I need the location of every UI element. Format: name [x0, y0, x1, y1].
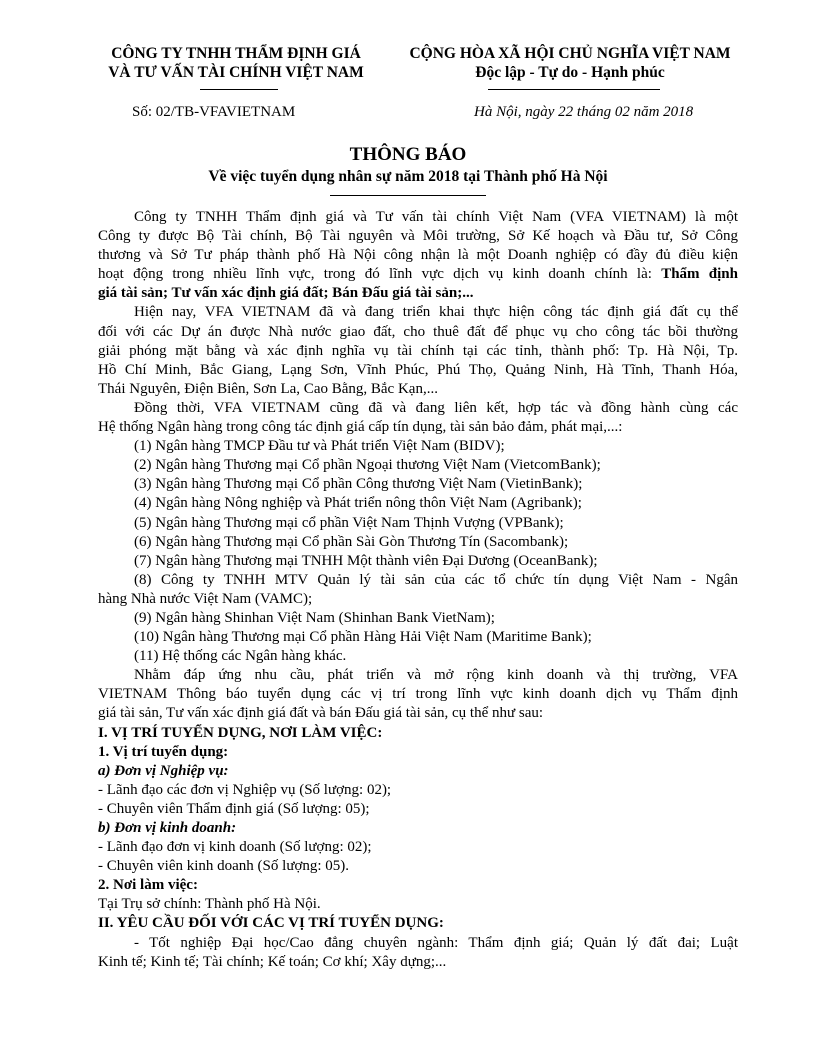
announcement-line: giá tài sản, Tư vấn xác định giá đất và bán Đấu giá tài sản, cụ thể như sau:	[98, 705, 544, 722]
position-item: - Chuyên viên Thẩm định giá (Số lượng: 05);	[98, 800, 370, 817]
section-1-subheading-workplace: 2. Nơi làm việc:	[98, 877, 198, 894]
company-name-line1: CÔNG TY TNHH THẨM ĐỊNH GIÁ	[111, 45, 361, 62]
intro-line	[98, 265, 738, 284]
position-item: - Chuyên viên kinh doanh (Số lượng: 05).	[98, 858, 350, 875]
section-2-heading: II. YÊU CẦU ĐỐI VỚI CÁC VỊ TRÍ TUYỂN DỤNG:	[98, 915, 444, 932]
bank-list-item: (10) Ngân hàng Thương mại Cổ phần Hàng Hải Việt Nam (Maritime Bank);	[134, 629, 592, 646]
projects-line: Thái Nguyên, Điện Biên, Sơn La, Cao Bằng, Bắc Kạn,...	[98, 380, 438, 397]
bank-list-item: (7) Ngân hàng Thương mại TNHH Một thành viên Đại Dương (OceanBank);	[134, 552, 598, 569]
document-title: THÔNG BÁO	[349, 144, 467, 165]
section-1-heading: I. VỊ TRÍ TUYỂN DỤNG, NƠI LÀM VIỆC:	[98, 724, 383, 741]
document-number: Số: 02/TB-VFAVIETNAM	[132, 104, 296, 120]
unit-professional-label: a) Đơn vị Nghiệp vụ:	[98, 762, 229, 779]
bank-list-item: (6) Ngân hàng Thương mại Cổ phần Sài Gòn Thương Tín (Sacombank);	[134, 533, 569, 550]
intro-text: hoạt động trong nhiều lĩnh vực, trong đó lĩnh vực dịch vụ kinh doanh chính là:	[98, 266, 662, 283]
national-name: CỘNG HÒA XÃ HỘI CHỦ NGHĨA VIỆT NAM	[409, 45, 731, 62]
position-item: - Lãnh đạo các đơn vị Nghiệp vụ (Số lượng: 02);	[98, 781, 392, 798]
place-date: Hà Nội, ngày 22 tháng 02 năm 2018	[474, 104, 694, 120]
bank-list-item: (5) Ngân hàng Thương mại cổ phần Việt Nam Thịnh Vượng (VPBank);	[134, 514, 564, 531]
national-motto: Độc lập - Tự do - Hạnh phúc	[475, 64, 665, 81]
projects-line: Hồ Chí Minh, Bắc Giang, Lạng Sơn, Vĩnh Phúc, Phú Thọ, Quảng Ninh, Hà Tĩnh, Thanh Hóa,	[98, 361, 738, 378]
intro-bold-text: Thẩm định	[661, 266, 738, 283]
position-item: - Lãnh đạo đơn vị kinh doanh (Số lượng: 02);	[98, 839, 372, 856]
bank-list-item: (9) Ngân hàng Shinhan Việt Nam (Shinhan Bank VietNam);	[134, 609, 495, 626]
intro-line: thương và Sở Tư pháp thành phố Hà Nội công nhận là một Doanh nghiệp có đầy đủ điều kiện	[98, 247, 738, 264]
bank-list-item: (3) Ngân hàng Thương mại Cổ phần Công thương Việt Nam (VietinBank);	[134, 476, 583, 493]
subtitle-underline	[330, 195, 486, 196]
unit-business-label: b) Đơn vị kinh doanh:	[98, 820, 237, 836]
intro-line: Công ty được Bộ Tài chính, Bộ Tài nguyên và Môi trường, Sở Kế hoạch và Đầu tư, Sở Công	[98, 228, 738, 245]
workplace-text: Tại Trụ sở chính: Thành phố Hà Nội.	[98, 896, 321, 913]
bank-list-item: (4) Ngân hàng Nông nghiệp và Phát triển nông thôn Việt Nam (Agribank);	[134, 495, 582, 512]
bank-list-item: (1) Ngân hàng TMCP Đầu tư và Phát triển Việt Nam (BIDV);	[134, 438, 505, 455]
company-underline	[200, 89, 278, 90]
bank-list-item: (2) Ngân hàng Thương mại Cổ phần Ngoại thương Việt Nam (VietcomBank);	[134, 457, 601, 474]
national-header-block	[390, 44, 750, 82]
bank-list-item: (8) Công ty TNHH MTV Quản lý tài sản của các tổ chức tín dụng Việt Nam - Ngân	[134, 571, 738, 588]
requirement-line: - Tốt nghiệp Đại học/Cao đẳng chuyên ngành: Thẩm định giá; Quản lý đất đai; Luật	[134, 934, 738, 951]
section-1-subheading-positions: 1. Vị trí tuyển dụng:	[98, 743, 229, 760]
bank-list-item-continued: hàng Nhà nước Việt Nam (VAMC);	[98, 590, 313, 607]
projects-line: Hiện nay, VFA VIETNAM đã và đang triển khai thực hiện công tác định giá đất cụ thể	[134, 304, 738, 321]
announcement-line: Nhằm đáp ứng nhu cầu, phát triển và mở rộng kinh doanh và thị trường, VFA	[134, 667, 738, 684]
projects-line: giải phóng mặt bằng và xác định nghĩa vụ tài chính tại các tỉnh, thành phố: Tp. Hà Nội, Tp.	[98, 342, 738, 359]
motto-underline	[488, 89, 660, 90]
announcement-line: VIETNAM Thông báo tuyển dụng các vị trí trong lĩnh vực kinh doanh dịch vụ Thẩm định	[98, 686, 738, 703]
projects-line: đối với các Dự án được Nhà nước giao đất, cho thuê đất để phục vụ cho công tác bồi thường	[98, 323, 738, 340]
document-body	[98, 208, 738, 972]
intro-bold-line: giá tài sản; Tư vấn xác định giá đất; Bán Đấu giá tài sản;...	[98, 285, 474, 302]
intro-line: Công ty TNHH Thẩm định giá và Tư vấn tài chính Việt Nam (VFA VIETNAM) là một	[134, 209, 738, 225]
partners-line: Hệ thống Ngân hàng trong công tác định giá cấp tín dụng, tài sản bảo đảm, phát mại,...:	[98, 419, 623, 436]
company-name-line2: VÀ TƯ VẤN TÀI CHÍNH VIỆT NAM	[108, 64, 364, 81]
bank-list-item: (11) Hệ thống các Ngân hàng khác.	[134, 648, 347, 665]
company-name-block	[98, 44, 374, 82]
requirement-line: Kinh tế; Kinh tế; Tài chính; Kế toán; Cơ khí; Xây dựng;...	[98, 953, 447, 970]
document-subtitle: Về việc tuyển dụng nhân sự năm 2018 tại Thành phố Hà Nội	[208, 168, 608, 185]
partners-line: Đồng thời, VFA VIETNAM cũng đã và đang liên kết, hợp tác và đồng hành cùng các	[134, 399, 738, 416]
